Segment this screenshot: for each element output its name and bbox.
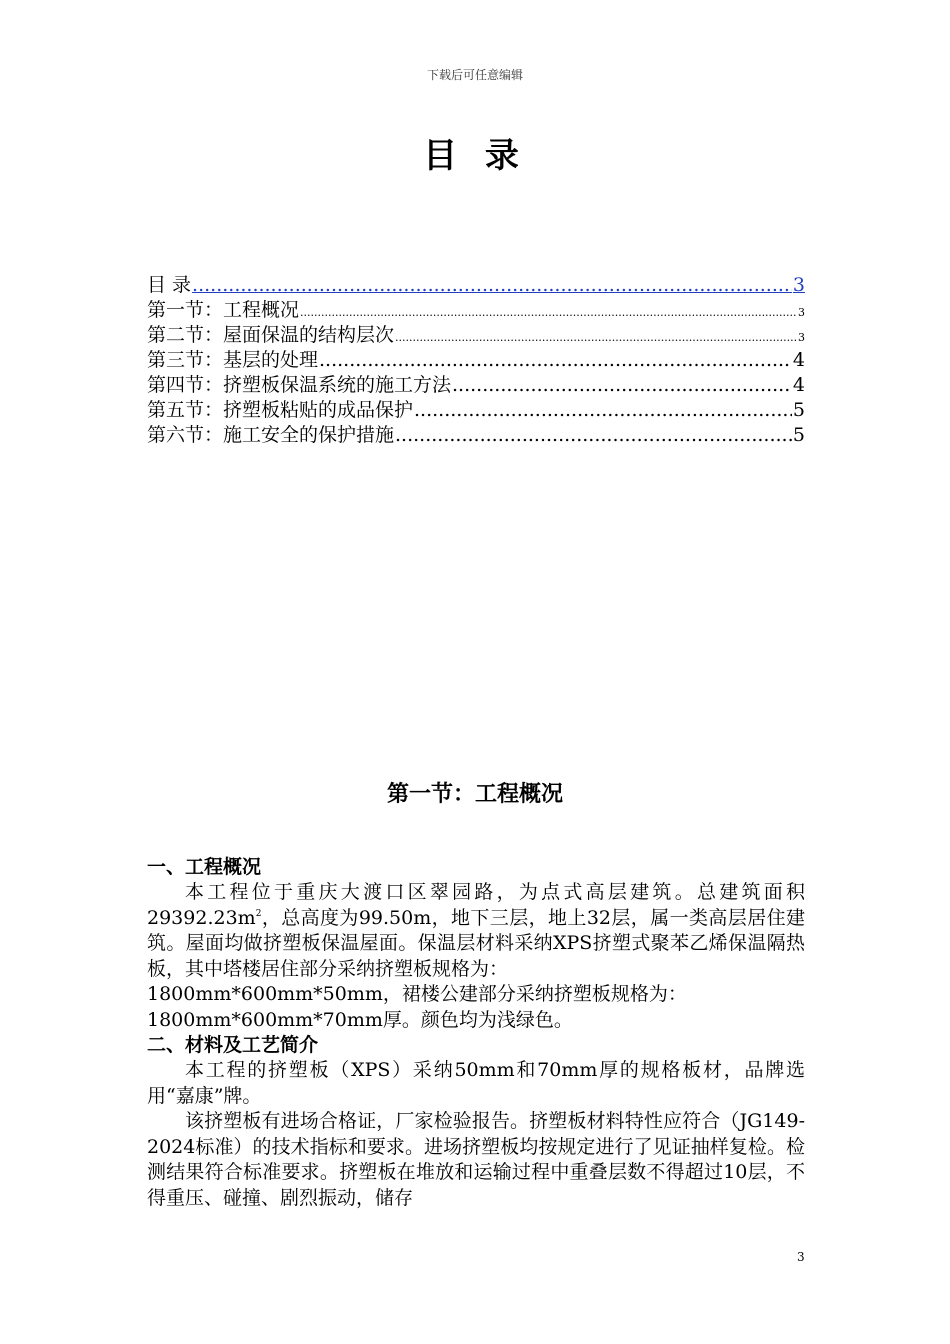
toc-title: 目 录	[423, 136, 527, 176]
table-of-contents	[147, 273, 805, 448]
section-body	[147, 855, 805, 1211]
toc-entry-section-6[interactable]	[147, 423, 805, 448]
paragraph-spec-podium: 1800mm*600mm*70mm厚。颜色均为浅绿色。	[147, 1008, 573, 1031]
toc-entry-label: 第六节：施工安全的保护措施	[147, 424, 395, 446]
paragraph-spec-tower: 1800mm*600mm*50mm，裙楼公建部分采纳挤塑板规格为：	[147, 983, 687, 1005]
toc-entry-section-2[interactable]	[147, 323, 805, 348]
subsection-heading-overview: 一、工程概况	[147, 856, 262, 878]
toc-entry-page: 5	[792, 424, 805, 446]
superscript: 2	[255, 908, 262, 919]
header-note: 下载后可任意编辑	[426, 68, 523, 82]
toc-entry-page: 3	[798, 306, 805, 319]
paragraph-materials-quality: 该挤塑板有进场合格证，厂家检验报告。挤塑板材料特性应符合（JG149-2024标准）的技术指标和要求。进场挤塑板均按规定进行了见证抽样复检。检测结果符合标准要求。挤塑板在堆放和运输过程中重叠层数不得超过10层，不得重压、碰撞、剧烈振动，储存	[147, 1110, 805, 1209]
paragraph-text: ，总高度为99.50m，地下三层，地上32层，属一类高层居住建筑。屋面均做挤塑板保温屋面。保温层材料采纳XPS挤塑式聚苯乙烯保温隔热板，其中塔楼居住部分采纳挤塑板规格为：	[147, 906, 805, 980]
toc-leader-dots	[414, 398, 792, 423]
subsection-heading-materials: 二、材料及工艺简介	[147, 1034, 319, 1056]
paragraph-overview	[147, 880, 805, 982]
paragraph-text: 本工程位于重庆大渡口区翠园路，为点式高层建筑。总建筑面积29392.23m	[147, 881, 805, 929]
section-title: 第一节：工程概况	[386, 781, 563, 807]
toc-entry-contents[interactable]	[147, 273, 805, 298]
toc-entry-label: 第三节：基层的处理	[147, 349, 319, 371]
toc-leader-dots	[452, 373, 792, 398]
toc-leader-dots	[300, 300, 797, 325]
toc-entry-page: 3	[798, 331, 805, 344]
toc-entry-label: 目 录	[147, 274, 192, 296]
toc-entry-section-1[interactable]	[147, 298, 805, 323]
toc-entry-label: 第一节：工程概况	[147, 299, 300, 321]
toc-entry-page: 4	[792, 349, 805, 371]
toc-leader-dots	[319, 348, 792, 373]
toc-entry-section-4[interactable]	[147, 373, 805, 398]
toc-leader-dots	[395, 423, 792, 448]
toc-entry-page: 4	[792, 374, 805, 396]
toc-entry-page: 3	[792, 274, 805, 296]
toc-entry-section-5[interactable]	[147, 398, 805, 423]
paragraph-materials-brand: 本工程的挤塑板（XPS）采纳50mm和70mm厚的规格板材，品牌选用“嘉康”牌。	[147, 1059, 805, 1107]
toc-entry-label: 第二节：屋面保温的结构层次	[147, 324, 395, 346]
page-number: 3	[797, 1250, 805, 1264]
toc-leader-dots	[395, 325, 797, 350]
toc-entry-label: 第五节：挤塑板粘贴的成品保护	[147, 399, 414, 421]
toc-entry-page: 5	[792, 399, 805, 421]
toc-leader-dots	[192, 273, 792, 298]
toc-entry-section-3[interactable]	[147, 348, 805, 373]
toc-entry-label: 第四节：挤塑板保温系统的施工方法	[147, 374, 452, 396]
